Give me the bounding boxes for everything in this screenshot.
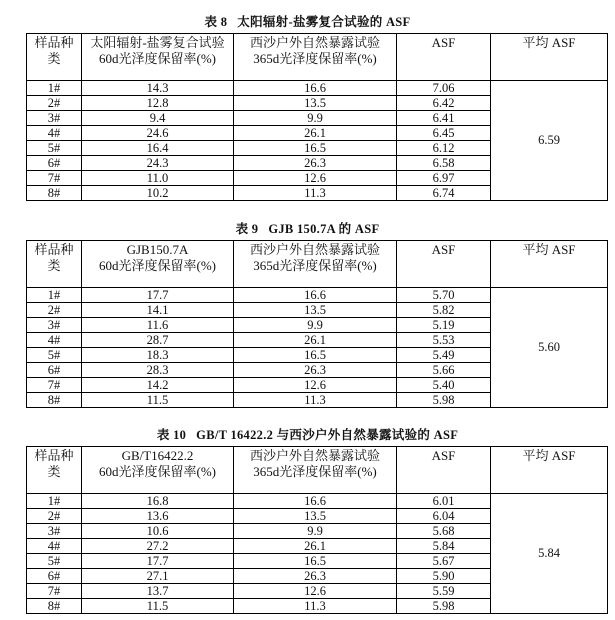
table-number: 表 9 (235, 222, 259, 236)
table-cell: 9.9 (234, 111, 397, 126)
table-cell: 3# (27, 318, 82, 333)
table-cell: 12.6 (234, 171, 397, 186)
table-cell: 6# (27, 156, 82, 171)
table-cell: 5.59 (397, 584, 491, 599)
table-cell: 6.01 (397, 494, 491, 509)
table-cell: 11.3 (234, 186, 397, 201)
table-cell: 16.5 (234, 554, 397, 569)
table-cell: 9.9 (234, 524, 397, 539)
column-header: 西沙户外自然暴露试验 365d光泽度保留率(%) (234, 241, 397, 288)
table-cell: 27.2 (82, 539, 234, 554)
table-cell: 7# (27, 378, 82, 393)
table-cell: 5.40 (397, 378, 491, 393)
table-cell: 5# (27, 141, 82, 156)
table-cell: 6.45 (397, 126, 491, 141)
table-cell: 2# (27, 509, 82, 524)
table-cell: 16.6 (234, 81, 397, 96)
table-cell: 12.6 (234, 584, 397, 599)
table-caption (0, 12, 615, 30)
table-cell: 3# (27, 524, 82, 539)
table-cell: 14.2 (82, 378, 234, 393)
table-cell: 5.84 (397, 539, 491, 554)
table-cell: 5.70 (397, 288, 491, 303)
table-cell: 18.3 (82, 348, 234, 363)
table-cell: 11.6 (82, 318, 234, 333)
header-row (27, 241, 608, 288)
table-cell: 11.5 (82, 393, 234, 408)
table-row (27, 494, 608, 509)
table-title: GJB 150.7A 的 ASF (268, 222, 380, 236)
table-cell: 11.0 (82, 171, 234, 186)
column-header: 样品种 类 (27, 241, 82, 288)
table-cell: 4# (27, 126, 82, 141)
column-header: GB/T16422.2 60d光泽度保留率(%) (82, 447, 234, 494)
table-title: 太阳辐射-盐雾复合试验的 ASF (237, 15, 411, 29)
table-cell: 10.6 (82, 524, 234, 539)
table-cell: 16.6 (234, 494, 397, 509)
table-cell: 28.7 (82, 333, 234, 348)
table-cell: 1# (27, 494, 82, 509)
table-cell: 17.7 (82, 288, 234, 303)
asf-table (26, 446, 608, 614)
header-row (27, 34, 608, 81)
table-cell: 13.6 (82, 509, 234, 524)
table-cell: 11.3 (234, 393, 397, 408)
table-cell: 27.1 (82, 569, 234, 584)
table-cell: 13.7 (82, 584, 234, 599)
table-cell: 5# (27, 348, 82, 363)
table-cell: 16.8 (82, 494, 234, 509)
table-cell: 3# (27, 111, 82, 126)
table-cell: 6# (27, 363, 82, 378)
table-cell: 12.6 (234, 378, 397, 393)
table-cell: 5.53 (397, 333, 491, 348)
table-cell: 16.4 (82, 141, 234, 156)
column-header: 西沙户外自然暴露试验 365d光泽度保留率(%) (234, 447, 397, 494)
table-cell: 24.6 (82, 126, 234, 141)
table-cell: 10.2 (82, 186, 234, 201)
table-cell: 16.5 (234, 141, 397, 156)
table-cell: 5.98 (397, 599, 491, 614)
table-caption (0, 425, 615, 443)
average-asf-cell: 5.84 (491, 494, 608, 614)
table-number: 表 8 (204, 15, 228, 29)
table-cell: 26.3 (234, 363, 397, 378)
table-cell: 4# (27, 333, 82, 348)
average-asf-cell: 5.60 (491, 288, 608, 408)
column-header: ASF (397, 447, 491, 494)
asf-table (26, 240, 608, 408)
table-cell: 8# (27, 393, 82, 408)
table-cell: 16.6 (234, 288, 397, 303)
table-cell: 13.5 (234, 303, 397, 318)
table-cell: 4# (27, 539, 82, 554)
table-cell: 9.4 (82, 111, 234, 126)
column-header: 平均 ASF (491, 447, 608, 494)
column-header: 样品种 类 (27, 447, 82, 494)
table-cell: 13.5 (234, 96, 397, 111)
table-cell: 6.97 (397, 171, 491, 186)
table-cell: 7# (27, 584, 82, 599)
table-cell: 6.42 (397, 96, 491, 111)
table-cell: 9.9 (234, 318, 397, 333)
table-cell: 17.7 (82, 554, 234, 569)
table-cell: 5# (27, 554, 82, 569)
column-header: ASF (397, 34, 491, 81)
table-cell: 14.1 (82, 303, 234, 318)
table-cell: 16.5 (234, 348, 397, 363)
table-cell: 6.74 (397, 186, 491, 201)
table-cell: 7# (27, 171, 82, 186)
column-header: 平均 ASF (491, 241, 608, 288)
table-cell: 5.49 (397, 348, 491, 363)
table-cell: 5.68 (397, 524, 491, 539)
table-cell: 2# (27, 96, 82, 111)
table-cell: 6# (27, 569, 82, 584)
column-header: GJB150.7A 60d光泽度保留率(%) (82, 241, 234, 288)
table-cell: 1# (27, 288, 82, 303)
table-cell: 6.04 (397, 509, 491, 524)
table-caption (0, 219, 615, 237)
table-cell: 12.8 (82, 96, 234, 111)
table-cell: 6.12 (397, 141, 491, 156)
table-title: GB/T 16422.2 与西沙户外自然暴露试验的 ASF (196, 428, 459, 442)
table-cell: 11.3 (234, 599, 397, 614)
table-cell: 7.06 (397, 81, 491, 96)
table-row (27, 288, 608, 303)
average-asf-cell: 6.59 (491, 81, 608, 201)
table-cell: 26.3 (234, 569, 397, 584)
column-header: 平均 ASF (491, 34, 608, 81)
header-row (27, 447, 608, 494)
asf-table (26, 33, 608, 201)
table-cell: 24.3 (82, 156, 234, 171)
table-cell: 26.1 (234, 539, 397, 554)
column-header: 样品种 类 (27, 34, 82, 81)
table-cell: 8# (27, 186, 82, 201)
table-cell: 26.1 (234, 126, 397, 141)
table-cell: 26.3 (234, 156, 397, 171)
table-cell: 5.90 (397, 569, 491, 584)
table-cell: 5.67 (397, 554, 491, 569)
table-cell: 5.19 (397, 318, 491, 333)
table-cell: 11.5 (82, 599, 234, 614)
table-number: 表 10 (156, 428, 187, 442)
table-cell: 26.1 (234, 333, 397, 348)
table-cell: 5.98 (397, 393, 491, 408)
table-cell: 1# (27, 81, 82, 96)
table-cell: 6.58 (397, 156, 491, 171)
column-header: ASF (397, 241, 491, 288)
table-cell: 5.82 (397, 303, 491, 318)
column-header: 太阳辐射-盐雾复合试验 60d光泽度保留率(%) (82, 34, 234, 81)
table-cell: 2# (27, 303, 82, 318)
table-cell: 28.3 (82, 363, 234, 378)
table-cell: 5.66 (397, 363, 491, 378)
column-header: 西沙户外自然暴露试验 365d光泽度保留率(%) (234, 34, 397, 81)
table-cell: 6.41 (397, 111, 491, 126)
table-cell: 8# (27, 599, 82, 614)
table-cell: 13.5 (234, 509, 397, 524)
table-cell: 14.3 (82, 81, 234, 96)
table-row (27, 81, 608, 96)
